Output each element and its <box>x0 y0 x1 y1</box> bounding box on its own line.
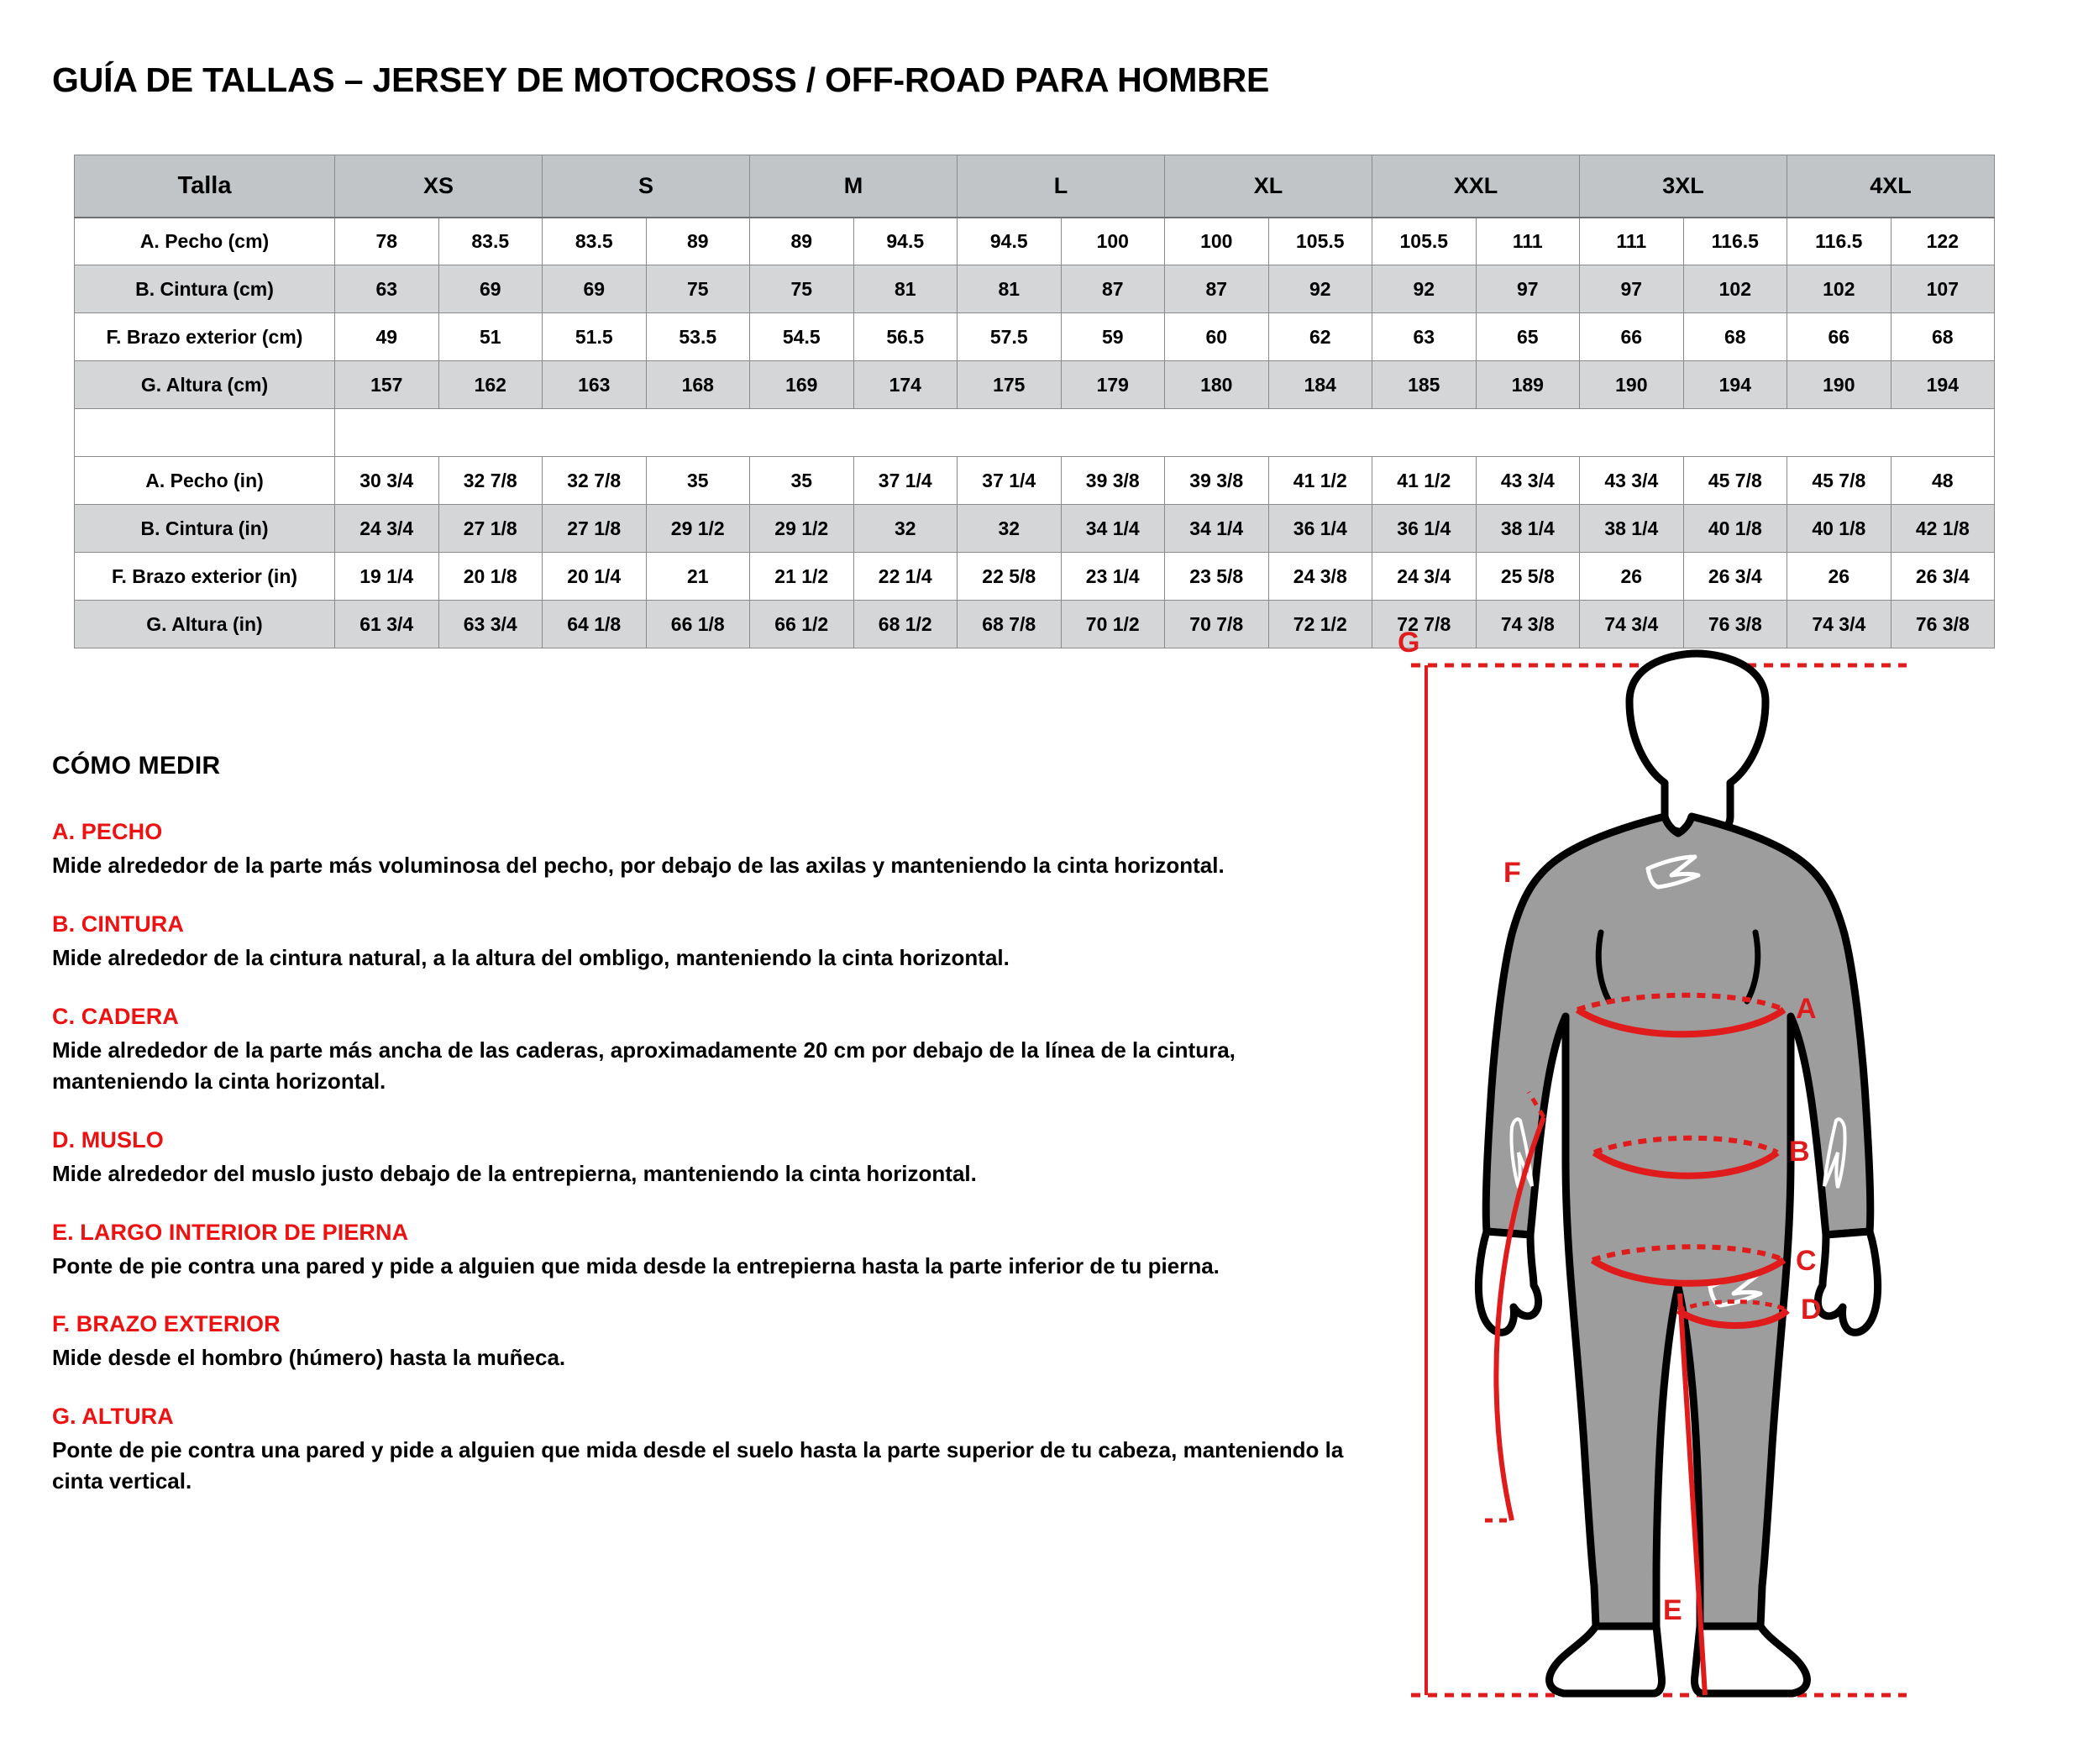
table-row <box>75 218 1995 265</box>
column-header-s: S <box>543 155 750 218</box>
column-header-xl: XL <box>1165 155 1372 218</box>
measure-heading-g: G. ALTURA <box>52 1404 174 1430</box>
table-cell: 68 7/8 <box>958 601 1062 648</box>
table-cell: 180 <box>1165 361 1269 409</box>
table-cell: 42 1/8 <box>1891 505 1995 553</box>
table-cell: 35 <box>750 457 854 505</box>
table-cell: 54.5 <box>750 313 854 361</box>
table-cell: 32 <box>853 505 958 553</box>
table-cell: 40 1/8 <box>1787 505 1891 553</box>
table-cell: 107 <box>1891 265 1995 313</box>
table-cell: 51 <box>438 313 543 361</box>
table-cell: 53.5 <box>646 313 750 361</box>
measure-block-b <box>52 911 1362 974</box>
table-cell: 32 7/8 <box>438 457 543 505</box>
table-cell: 37 1/4 <box>958 457 1062 505</box>
table-cell: 26 3/4 <box>1891 553 1995 601</box>
table-cell: 194 <box>1683 361 1787 409</box>
table-cell: 97 <box>1476 265 1580 313</box>
table-cell: 38 1/4 <box>1580 505 1684 553</box>
measure-body-a: Mide alrededor de la parte más voluminosa del pecho, por debajo de las axilas y manteniendo la cinta horizontal. <box>52 853 1225 878</box>
table-row <box>75 505 1995 553</box>
column-header-3xl: 3XL <box>1580 155 1787 218</box>
table-cell: 72 1/2 <box>1268 601 1372 648</box>
table-cell: 45 7/8 <box>1787 457 1891 505</box>
table-cell: 190 <box>1787 361 1891 409</box>
measure-body-f: Mide desde el hombro (húmero) hasta la muñeca. <box>52 1345 566 1371</box>
table-cell: 92 <box>1372 265 1477 313</box>
table-cell: 68 1/2 <box>853 601 958 648</box>
table-cell: 89 <box>646 218 750 265</box>
measure-block-g <box>52 1404 1362 1497</box>
table-cell: 26 3/4 <box>1683 553 1787 601</box>
mannequin-svg <box>1386 622 2058 1739</box>
figure-label-g: G <box>1398 627 1420 659</box>
measure-body-c: Mide alrededor de la parte más ancha de las caderas, aproximadamente 20 cm por debajo de la línea de la cintura, manteniendo la cinta horizontal. <box>52 1037 1236 1094</box>
table-cell: 100 <box>1165 218 1269 265</box>
table-cell: 66 1/2 <box>750 601 854 648</box>
measure-block-a <box>52 819 1362 881</box>
column-header-4xl: 4XL <box>1787 155 1995 218</box>
measure-body-e: Ponte de pie contra una pared y pide a alguien que mida desde la entrepierna hasta la parte inferior de tu pierna. <box>52 1252 1220 1278</box>
table-cell: 23 5/8 <box>1165 553 1269 601</box>
table-cell: 89 <box>750 218 854 265</box>
column-header-talla: Talla <box>75 155 335 218</box>
table-cell: 69 <box>438 265 543 313</box>
table-cell: 57.5 <box>958 313 1062 361</box>
table-row <box>75 265 1995 313</box>
table-cell: 35 <box>646 457 750 505</box>
figure-label-e: E <box>1663 1594 1682 1626</box>
table-cell: 81 <box>958 265 1062 313</box>
table-cell: 24 3/8 <box>1268 553 1372 601</box>
page-title <box>52 60 1269 100</box>
figure-label-b: B <box>1789 1136 1810 1168</box>
table-cell: 66 <box>1580 313 1684 361</box>
table-cell: 74 3/8 <box>1476 601 1580 648</box>
row-label: A. Pecho (cm) <box>75 218 335 265</box>
table-cell: 36 1/4 <box>1268 505 1372 553</box>
table-cell: 102 <box>1787 265 1891 313</box>
table-cell: 27 1/8 <box>543 505 647 553</box>
table-cell: 38 1/4 <box>1476 505 1580 553</box>
table-cell: 74 3/4 <box>1580 601 1684 648</box>
table-cell: 185 <box>1372 361 1477 409</box>
how-to-measure-section <box>52 752 1362 1527</box>
table-cell: 39 3/8 <box>1061 457 1165 505</box>
measure-heading-a: A. PECHO <box>52 819 163 844</box>
table-cell: 179 <box>1061 361 1165 409</box>
table-cell: 62 <box>1268 313 1372 361</box>
table-cell: 189 <box>1476 361 1580 409</box>
column-header-xs: XS <box>335 155 543 218</box>
table-cell: 111 <box>1476 218 1580 265</box>
table-cell: 105.5 <box>1268 218 1372 265</box>
table-cell: 111 <box>1580 218 1684 265</box>
page-title-part1: GUÍA DE TALLAS <box>52 60 344 99</box>
column-header-xxl: XXL <box>1372 155 1580 218</box>
table-spacer-row <box>75 409 1995 457</box>
table-cell: 29 1/2 <box>646 505 750 553</box>
table-cell: 43 3/4 <box>1580 457 1684 505</box>
table-cell: 56.5 <box>853 313 958 361</box>
table-cell: 64 1/8 <box>543 601 647 648</box>
row-label: B. Cintura (in) <box>75 505 335 553</box>
page-title-part2: – JERSEY DE MOTOCROSS / OFF-ROAD PARA HOMBRE <box>344 60 1270 99</box>
table-row <box>75 361 1995 409</box>
table-cell: 184 <box>1268 361 1372 409</box>
table-cell: 92 <box>1268 265 1372 313</box>
table-cell: 74 3/4 <box>1787 601 1891 648</box>
table-cell: 163 <box>543 361 647 409</box>
table-cell: 24 3/4 <box>1372 553 1477 601</box>
table-cell: 22 5/8 <box>958 553 1062 601</box>
table-cell: 65 <box>1476 313 1580 361</box>
table-cell: 36 1/4 <box>1372 505 1477 553</box>
table-cell: 27 1/8 <box>438 505 543 553</box>
table-cell: 157 <box>335 361 439 409</box>
table-cell: 26 <box>1787 553 1891 601</box>
table-cell: 190 <box>1580 361 1684 409</box>
table-cell: 68 <box>1683 313 1787 361</box>
table-cell: 45 7/8 <box>1683 457 1787 505</box>
table-cell: 94.5 <box>853 218 958 265</box>
table-cell: 169 <box>750 361 854 409</box>
table-cell: 100 <box>1061 218 1165 265</box>
table-cell: 97 <box>1580 265 1684 313</box>
table-cell: 78 <box>335 218 439 265</box>
table-cell: 41 1/2 <box>1268 457 1372 505</box>
measure-heading-f: F. BRAZO EXTERIOR <box>52 1311 281 1337</box>
table-cell: 21 <box>646 553 750 601</box>
figure-label-d: D <box>1801 1294 1822 1326</box>
table-cell: 102 <box>1683 265 1787 313</box>
table-cell: 75 <box>646 265 750 313</box>
table-cell: 63 <box>1372 313 1477 361</box>
figure-label-f: F <box>1503 857 1521 889</box>
measure-body-b: Mide alrededor de la cintura natural, a la altura del ombligo, manteniendo la cinta horizontal. <box>52 944 1010 970</box>
table-cell: 21 1/2 <box>750 553 854 601</box>
table-cell: 116.5 <box>1683 218 1787 265</box>
table-cell: 61 3/4 <box>335 601 439 648</box>
measure-heading-c: C. CADERA <box>52 1003 179 1029</box>
table-cell: 72 7/8 <box>1372 601 1477 648</box>
table-cell: 59 <box>1061 313 1165 361</box>
how-to-measure-heading: CÓMO MEDIR <box>52 752 221 780</box>
table-cell: 25 5/8 <box>1476 553 1580 601</box>
table-row <box>75 457 1995 505</box>
table-cell: 69 <box>543 265 647 313</box>
table-cell: 26 <box>1580 553 1684 601</box>
table-cell: 30 3/4 <box>335 457 439 505</box>
table-cell: 63 3/4 <box>438 601 543 648</box>
table-cell: 83.5 <box>438 218 543 265</box>
table-cell: 94.5 <box>958 218 1062 265</box>
table-cell: 75 <box>750 265 854 313</box>
table-cell: 168 <box>646 361 750 409</box>
row-label: A. Pecho (in) <box>75 457 335 505</box>
table-header-row <box>75 155 1995 218</box>
table-cell: 39 3/8 <box>1165 457 1269 505</box>
table-cell: 20 1/4 <box>543 553 647 601</box>
table-cell: 22 1/4 <box>853 553 958 601</box>
table-cell: 24 3/4 <box>335 505 439 553</box>
table-cell: 41 1/2 <box>1372 457 1477 505</box>
table-cell: 60 <box>1165 313 1269 361</box>
figure-label-a: A <box>1796 993 1817 1025</box>
table-cell: 32 7/8 <box>543 457 647 505</box>
table-row <box>75 553 1995 601</box>
table-cell: 194 <box>1891 361 1995 409</box>
table-cell: 83.5 <box>543 218 647 265</box>
measure-body-g: Ponte de pie contra una pared y pide a alguien que mida desde el suelo hasta la parte superior de tu cabeza, manteniendo la cinta vertical. <box>52 1437 1344 1494</box>
row-label: B. Cintura (cm) <box>75 265 335 313</box>
table-cell: 43 3/4 <box>1476 457 1580 505</box>
measure-heading-e: E. LARGO INTERIOR DE PIERNA <box>52 1219 409 1245</box>
table-cell: 19 1/4 <box>335 553 439 601</box>
table-cell: 87 <box>1061 265 1165 313</box>
table-cell: 174 <box>853 361 958 409</box>
table-row <box>75 313 1995 361</box>
column-header-m: M <box>750 155 958 218</box>
table-cell: 34 1/4 <box>1165 505 1269 553</box>
measure-block-c <box>52 1004 1362 1097</box>
table-cell: 63 <box>335 265 439 313</box>
table-cell: 116.5 <box>1787 218 1891 265</box>
body-measurement-diagram <box>1386 622 2058 1739</box>
table-cell: 81 <box>853 265 958 313</box>
row-label: G. Altura (cm) <box>75 361 335 409</box>
table-cell: 76 3/8 <box>1683 601 1787 648</box>
table-cell: 29 1/2 <box>750 505 854 553</box>
table-cell: 76 3/8 <box>1891 601 1995 648</box>
table-cell: 66 1/8 <box>646 601 750 648</box>
table-cell: 105.5 <box>1372 218 1477 265</box>
table-cell: 175 <box>958 361 1062 409</box>
measure-body-d: Mide alrededor del muslo justo debajo de la entrepierna, manteniendo la cinta horizontal. <box>52 1160 977 1186</box>
table-cell: 122 <box>1891 218 1995 265</box>
table-cell: 32 <box>958 505 1062 553</box>
table-cell: 68 <box>1891 313 1995 361</box>
measure-block-f <box>52 1311 1362 1373</box>
row-label: G. Altura (in) <box>75 601 335 648</box>
measure-block-d <box>52 1127 1362 1189</box>
table-cell: 37 1/4 <box>853 457 958 505</box>
table-cell: 66 <box>1787 313 1891 361</box>
table-cell: 40 1/8 <box>1683 505 1787 553</box>
table-cell: 70 1/2 <box>1061 601 1165 648</box>
table-cell: 70 7/8 <box>1165 601 1269 648</box>
table-cell: 34 1/4 <box>1061 505 1165 553</box>
row-label: F. Brazo exterior (cm) <box>75 313 335 361</box>
table-cell: 162 <box>438 361 543 409</box>
column-header-l: L <box>958 155 1165 218</box>
measure-heading-b: B. CINTURA <box>52 911 184 937</box>
table-cell: 20 1/8 <box>438 553 543 601</box>
table-cell: 87 <box>1165 265 1269 313</box>
figure-label-c: C <box>1796 1245 1817 1277</box>
table-cell: 23 1/4 <box>1061 553 1165 601</box>
table-cell: 48 <box>1891 457 1995 505</box>
size-chart-table <box>74 155 1995 648</box>
table-cell: 51.5 <box>543 313 647 361</box>
table-cell: 49 <box>335 313 439 361</box>
row-label: F. Brazo exterior (in) <box>75 553 335 601</box>
measure-block-e <box>52 1220 1362 1282</box>
measure-heading-d: D. MUSLO <box>52 1126 164 1152</box>
